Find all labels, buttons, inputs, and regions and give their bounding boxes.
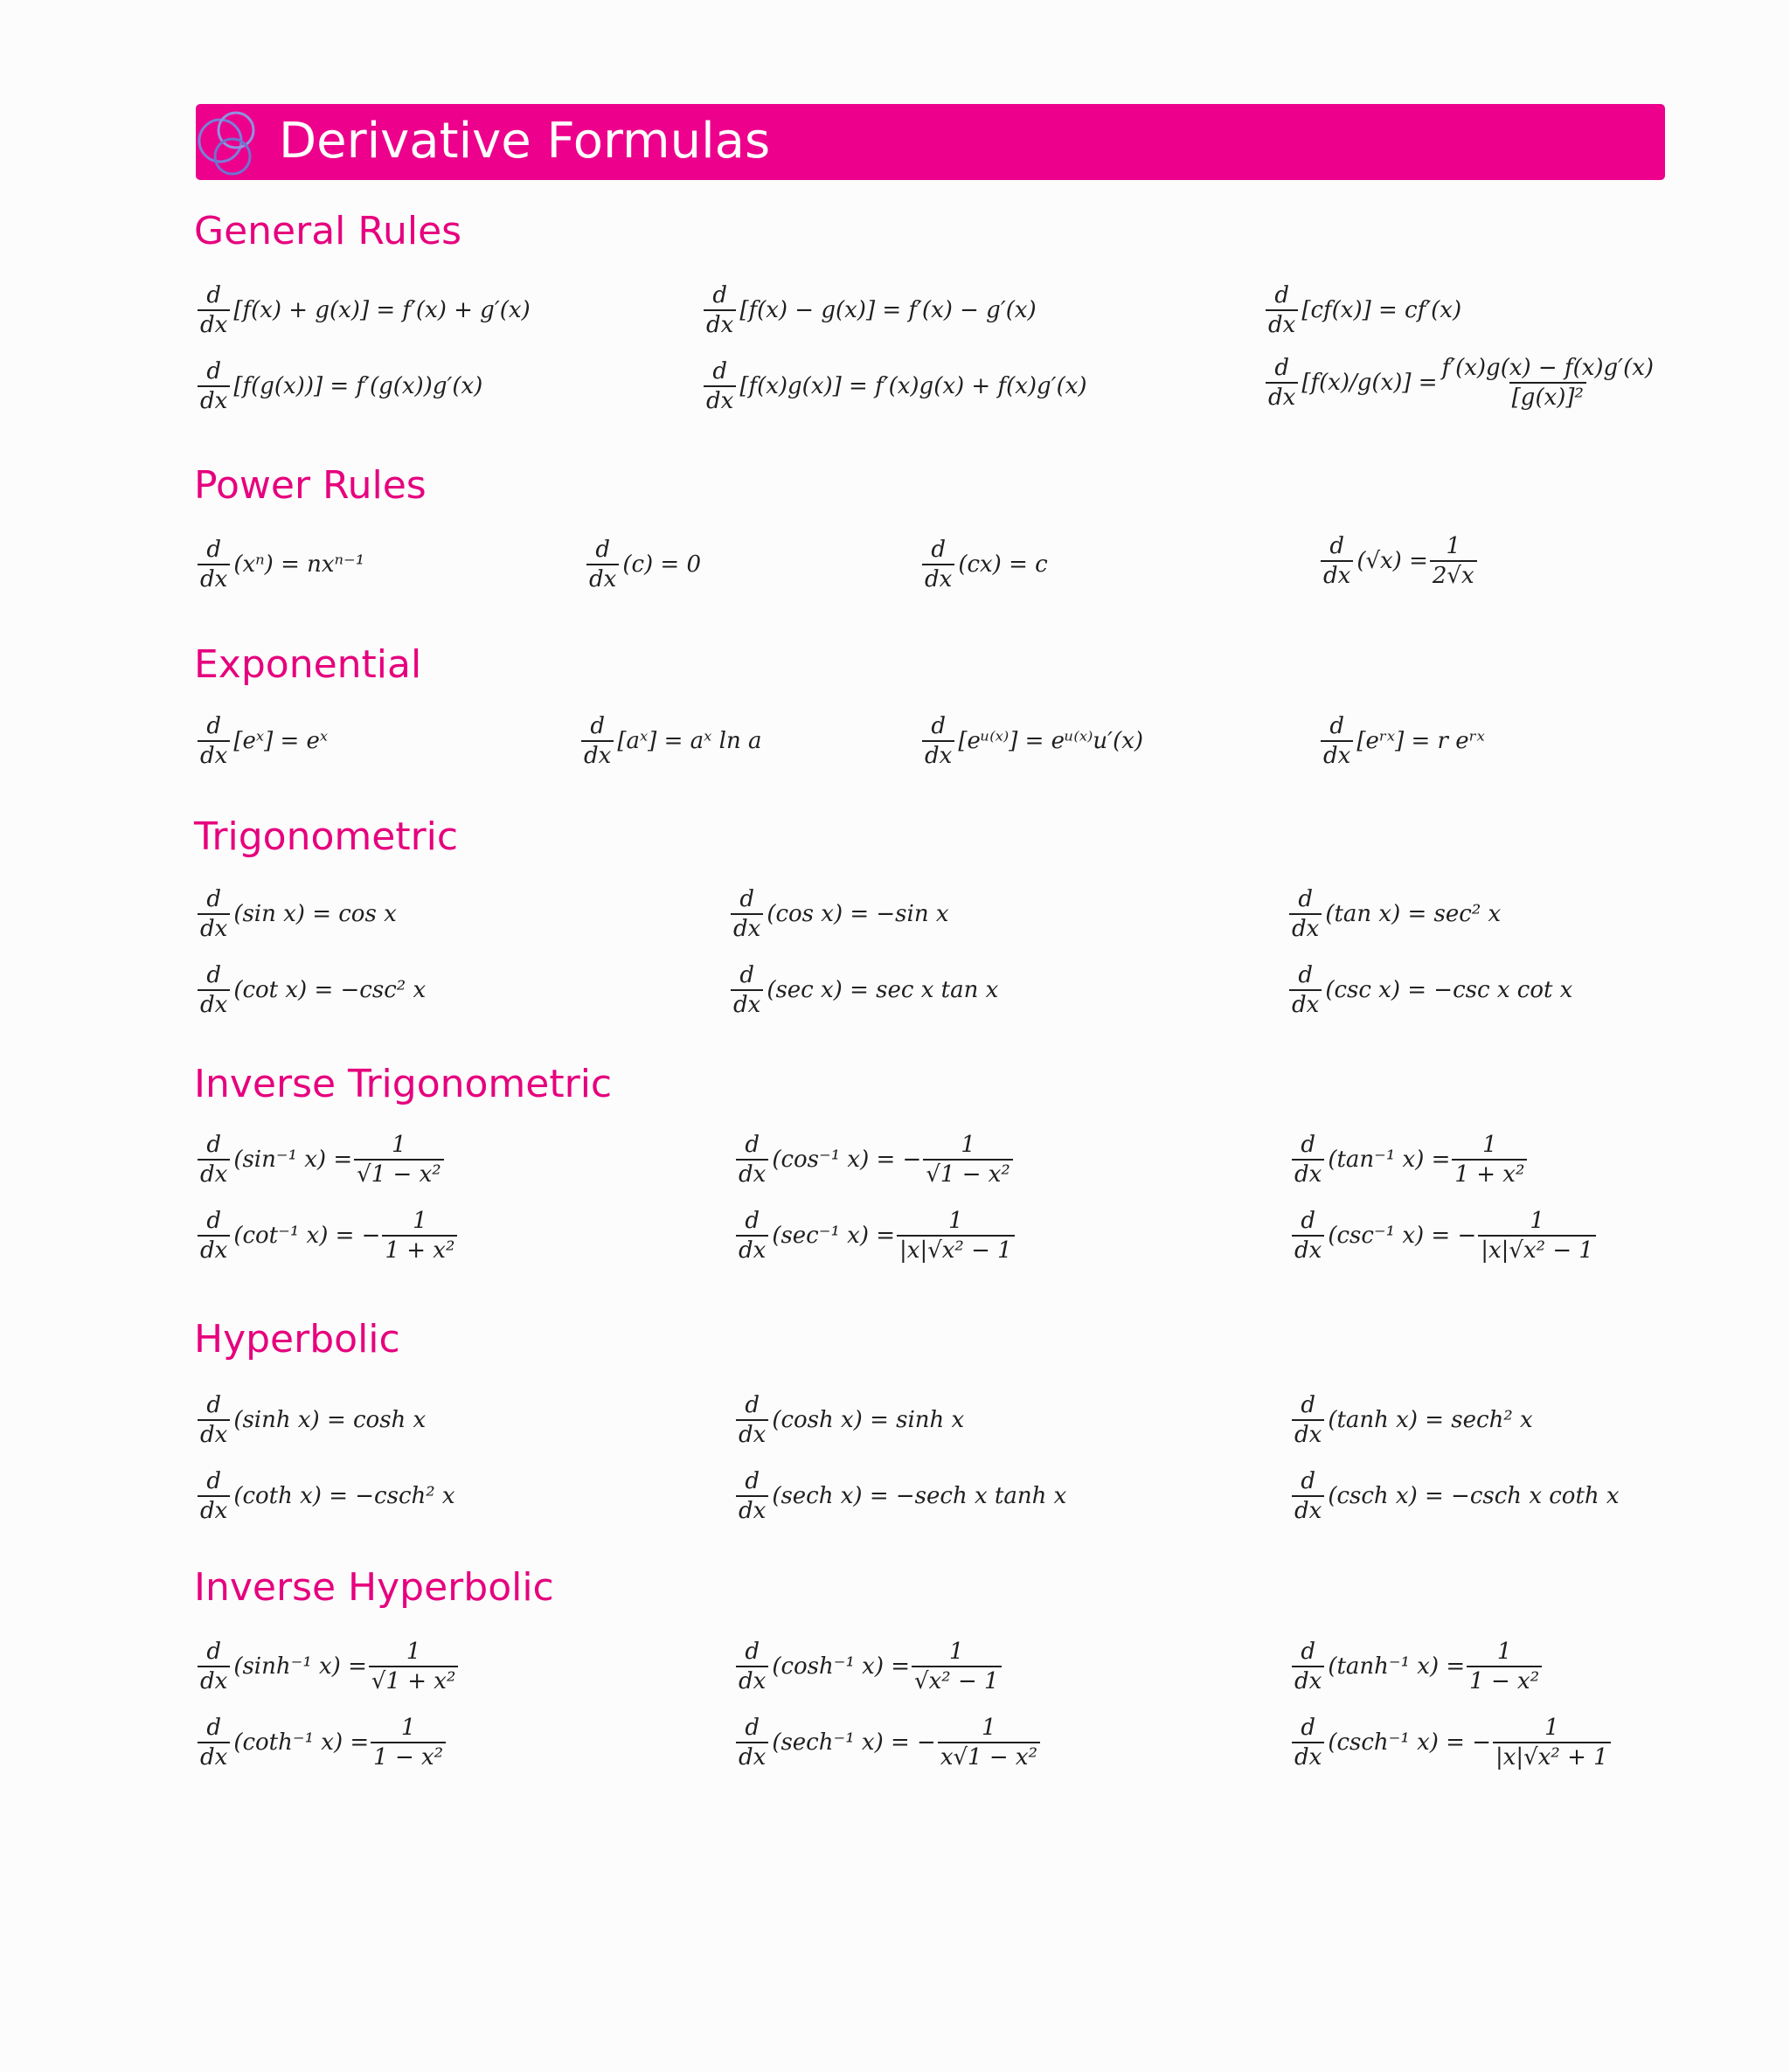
result-fraction: $\frac{1}{\text{1 + x²}}$: [1452, 1133, 1527, 1186]
derivative-operator: $\frac{d}{dx}$: [198, 1470, 230, 1522]
formula-constant-multiple-rule: [1264, 284, 1461, 336]
formula-exp-rule: [196, 715, 328, 767]
formula-expression: (sec x) = sec x tan x: [767, 977, 999, 1003]
formula-expression: (cosh⁻¹ x) =: [772, 1653, 911, 1680]
formula-expression: (sin⁻¹ x) =: [233, 1147, 353, 1173]
formula-exp-chain-rule: [920, 715, 1143, 767]
formula-arcsec: [734, 1209, 1016, 1262]
formula-tanh: [1290, 1394, 1533, 1446]
derivative-operator: $\frac{d}{dx}$: [704, 284, 736, 336]
formula-expression: (coth x) = −csch² x: [233, 1483, 455, 1509]
derivative-operator: $\frac{d}{dx}$: [581, 715, 614, 767]
result-fraction: $\frac{1}{2√x}$: [1430, 535, 1477, 587]
header-banner: [196, 104, 1665, 180]
formula-expression: (cos⁻¹ x) = −: [772, 1147, 922, 1173]
formula-csch: [1290, 1470, 1620, 1522]
formula-expression: [cf(x)] = cf′(x): [1301, 297, 1462, 323]
formula-cos: [729, 888, 949, 940]
formula-exp-rx-rule: [1319, 715, 1485, 767]
formula-expression: (sech⁻¹ x) = −: [772, 1729, 936, 1756]
formula-cosh: [734, 1394, 964, 1446]
derivative-operator: $\frac{d}{dx}$: [198, 1716, 230, 1769]
formula-arccos: [734, 1133, 1015, 1186]
derivative-operator: $\frac{d}{dx}$: [1289, 964, 1322, 1016]
result-fraction: $\frac{1}{\text{|x|√x² − 1}}$: [1478, 1209, 1596, 1262]
result-fraction: $\frac{1}{\text{√1 − x²}}$: [354, 1133, 444, 1186]
derivative-operator: $\frac{d}{dx}$: [736, 1394, 768, 1446]
formula-chain-rule: [196, 360, 482, 412]
derivative-operator: $\frac{d}{dx}$: [736, 1209, 768, 1262]
formula-expression: (sec⁻¹ x) =: [772, 1223, 896, 1249]
formula-expression: [f(x)g(x)] = f′(x)g(x) + f(x)g′(x): [739, 373, 1087, 399]
formula-expression: (cos x) = −sin x: [767, 901, 949, 927]
section-title-exponential: Exponential: [194, 642, 422, 687]
result-fraction: $\frac{1}{\text{1 − x²}}$: [371, 1716, 446, 1769]
formula-arcsin: [196, 1133, 446, 1186]
formula-expression: [f(x) − g(x)] = f′(x) − g′(x): [739, 297, 1037, 323]
result-fraction: $\frac{1}{\text{1 + x²}}$: [382, 1209, 457, 1262]
formula-expression: (sech x) = −sech x tanh x: [772, 1483, 1067, 1509]
formula-expression: (tan x) = sec² x: [1325, 901, 1502, 927]
formula-arcsech: [734, 1716, 1042, 1769]
result-fraction: $\frac{1}{\text{x√1 − x²}}$: [938, 1716, 1040, 1769]
result-fraction: $\frac{1}{\text{1 − x²}}$: [1467, 1640, 1542, 1693]
derivative-operator: $\frac{d}{dx}$: [1292, 1716, 1324, 1769]
formula-expression: [eʳˣ] = r eʳˣ: [1356, 728, 1485, 754]
formula-expression: (csch⁻¹ x) = −: [1328, 1729, 1491, 1756]
derivative-operator: $\frac{d}{dx}$: [1292, 1394, 1324, 1446]
formula-sec: [729, 964, 998, 1016]
formula-cot: [196, 964, 426, 1016]
formula-arccoth: [196, 1716, 448, 1769]
derivative-operator: $\frac{d}{dx}$: [1292, 1133, 1324, 1186]
formula-arccsc: [1290, 1209, 1598, 1262]
derivative-operator: $\frac{d}{dx}$: [198, 964, 230, 1016]
formula-expression: (tanh x) = sech² x: [1328, 1407, 1533, 1433]
derivative-operator: $\frac{d}{dx}$: [198, 360, 230, 412]
derivative-operator: $\frac{d}{dx}$: [198, 888, 230, 940]
formula-constant-rule: [585, 538, 701, 591]
result-fraction: $\frac{1}{\text{√x² − 1}}$: [912, 1640, 1002, 1693]
derivative-operator: $\frac{d}{dx}$: [198, 1640, 230, 1693]
formula-expression: (cx) = c: [958, 551, 1048, 578]
formula-expression: (sin x) = cos x: [233, 901, 397, 927]
formula-expression: (c) = 0: [622, 551, 702, 578]
derivative-operator: $\frac{d}{dx}$: [922, 538, 954, 591]
derivative-operator: $\frac{d}{dx}$: [736, 1716, 768, 1769]
formula-expression: [eᵘ⁽ˣ⁾] = eᵘ⁽ˣ⁾u′(x): [958, 728, 1144, 754]
derivative-operator: $\frac{d}{dx}$: [198, 1394, 230, 1446]
formula-arcsinh: [196, 1640, 460, 1693]
result-fraction: $\frac{f'(x)g(x) - f(x)g'(x)}{\text{[g(x)]²}}$: [1441, 355, 1655, 411]
formula-expression: (xⁿ) = nxⁿ⁻¹: [233, 551, 365, 578]
formula-arccot: [196, 1209, 459, 1262]
formula-expression: [f(x)/g(x)] =: [1301, 370, 1438, 396]
formula-tan: [1287, 888, 1501, 940]
derivative-operator: $\frac{d}{dx}$: [736, 1133, 768, 1186]
formula-power-rule: [196, 538, 364, 591]
formula-general-exp-rule: [579, 715, 761, 767]
formula-expression: [aˣ] = aˣ ln a: [617, 728, 762, 754]
formula-expression: (cot x) = −csc² x: [233, 977, 427, 1003]
formula-expression: (csc x) = −csc x cot x: [1325, 977, 1573, 1003]
formula-sech: [734, 1470, 1066, 1522]
result-fraction: $\frac{1}{\text{√1 + x²}}$: [369, 1640, 459, 1693]
formula-arctan: [1290, 1133, 1529, 1186]
formula-expression: (csch x) = −csch x coth x: [1328, 1483, 1620, 1509]
derivative-operator: $\frac{d}{dx}$: [1321, 535, 1353, 587]
page-title: Derivative Formulas: [279, 113, 771, 170]
formula-arccosh: [734, 1640, 1003, 1693]
derivative-operator: $\frac{d}{dx}$: [1292, 1470, 1324, 1522]
formula-coth: [196, 1470, 455, 1522]
section-title-inverse-trigonometric: Inverse Trigonometric: [194, 1062, 613, 1106]
formula-product-rule: [702, 360, 1087, 412]
derivative-operator: $\frac{d}{dx}$: [731, 964, 763, 1016]
derivative-operator: $\frac{d}{dx}$: [922, 715, 954, 767]
formula-expression: (cot⁻¹ x) = −: [233, 1223, 381, 1249]
formula-expression: [f(x) + g(x)] = f′(x) + g′(x): [233, 297, 531, 323]
result-fraction: $\frac{1}{\text{√1 − x²}}$: [923, 1133, 1013, 1186]
formula-expression: [f(g(x))] = f′(g(x))g′(x): [233, 373, 483, 399]
formula-expression: (tanh⁻¹ x) =: [1328, 1653, 1466, 1680]
formula-difference-rule: [702, 284, 1037, 336]
formula-sin: [196, 888, 397, 940]
derivative-operator: $\frac{d}{dx}$: [586, 538, 619, 591]
formula-expression: (cosh x) = sinh x: [772, 1407, 965, 1433]
formula-expression: (sinh x) = cosh x: [233, 1407, 427, 1433]
section-title-inverse-hyperbolic: Inverse Hyperbolic: [194, 1565, 554, 1610]
derivative-operator: $\frac{d}{dx}$: [1292, 1640, 1324, 1693]
formula-csc: [1287, 964, 1572, 1016]
formula-expression: (tan⁻¹ x) =: [1328, 1147, 1451, 1173]
result-fraction: $\frac{1}{\text{|x|√x² − 1}}$: [897, 1209, 1015, 1262]
derivative-operator: $\frac{d}{dx}$: [198, 1209, 230, 1262]
result-fraction: $\frac{1}{\text{|x|√x² + 1}}$: [1493, 1716, 1611, 1769]
formula-arctanh: [1290, 1640, 1544, 1693]
derivative-operator: $\frac{d}{dx}$: [1289, 888, 1322, 940]
derivative-operator: $\frac{d}{dx}$: [198, 538, 230, 591]
derivative-operator: $\frac{d}{dx}$: [198, 284, 230, 336]
formula-expression: [eˣ] = eˣ: [233, 728, 329, 754]
derivative-operator: $\frac{d}{dx}$: [198, 715, 230, 767]
derivative-operator: $\frac{d}{dx}$: [731, 888, 763, 940]
formula-sum-rule: [196, 284, 531, 336]
derivative-operator: $\frac{d}{dx}$: [736, 1640, 768, 1693]
formula-sinh: [196, 1394, 426, 1446]
formula-expression: (coth⁻¹ x) =: [233, 1729, 370, 1756]
section-title-power-rules: Power Rules: [194, 463, 427, 508]
derivative-operator: $\frac{d}{dx}$: [1266, 357, 1298, 409]
formula-expression: (√x) =: [1356, 548, 1428, 574]
formula-quotient-rule: [1264, 357, 1658, 409]
derivative-operator: $\frac{d}{dx}$: [736, 1470, 768, 1522]
formula-sqrt-rule: [1319, 535, 1479, 587]
formula-expression: (csc⁻¹ x) = −: [1328, 1223, 1477, 1249]
derivative-operator: $\frac{d}{dx}$: [1292, 1209, 1324, 1262]
section-title-hyperbolic: Hyperbolic: [194, 1317, 400, 1362]
rings-logo-icon: [194, 106, 262, 177]
derivative-operator: $\frac{d}{dx}$: [1266, 284, 1298, 336]
section-title-general-rules: General Rules: [194, 209, 462, 253]
derivative-operator: $\frac{d}{dx}$: [1321, 715, 1353, 767]
formula-arccsch: [1290, 1716, 1613, 1769]
derivative-operator: $\frac{d}{dx}$: [198, 1133, 230, 1186]
derivative-operator: $\frac{d}{dx}$: [704, 360, 736, 412]
section-title-trigonometric: Trigonometric: [194, 814, 459, 859]
formula-expression: (sinh⁻¹ x) =: [233, 1653, 367, 1680]
formula-linear-rule: [920, 538, 1048, 591]
